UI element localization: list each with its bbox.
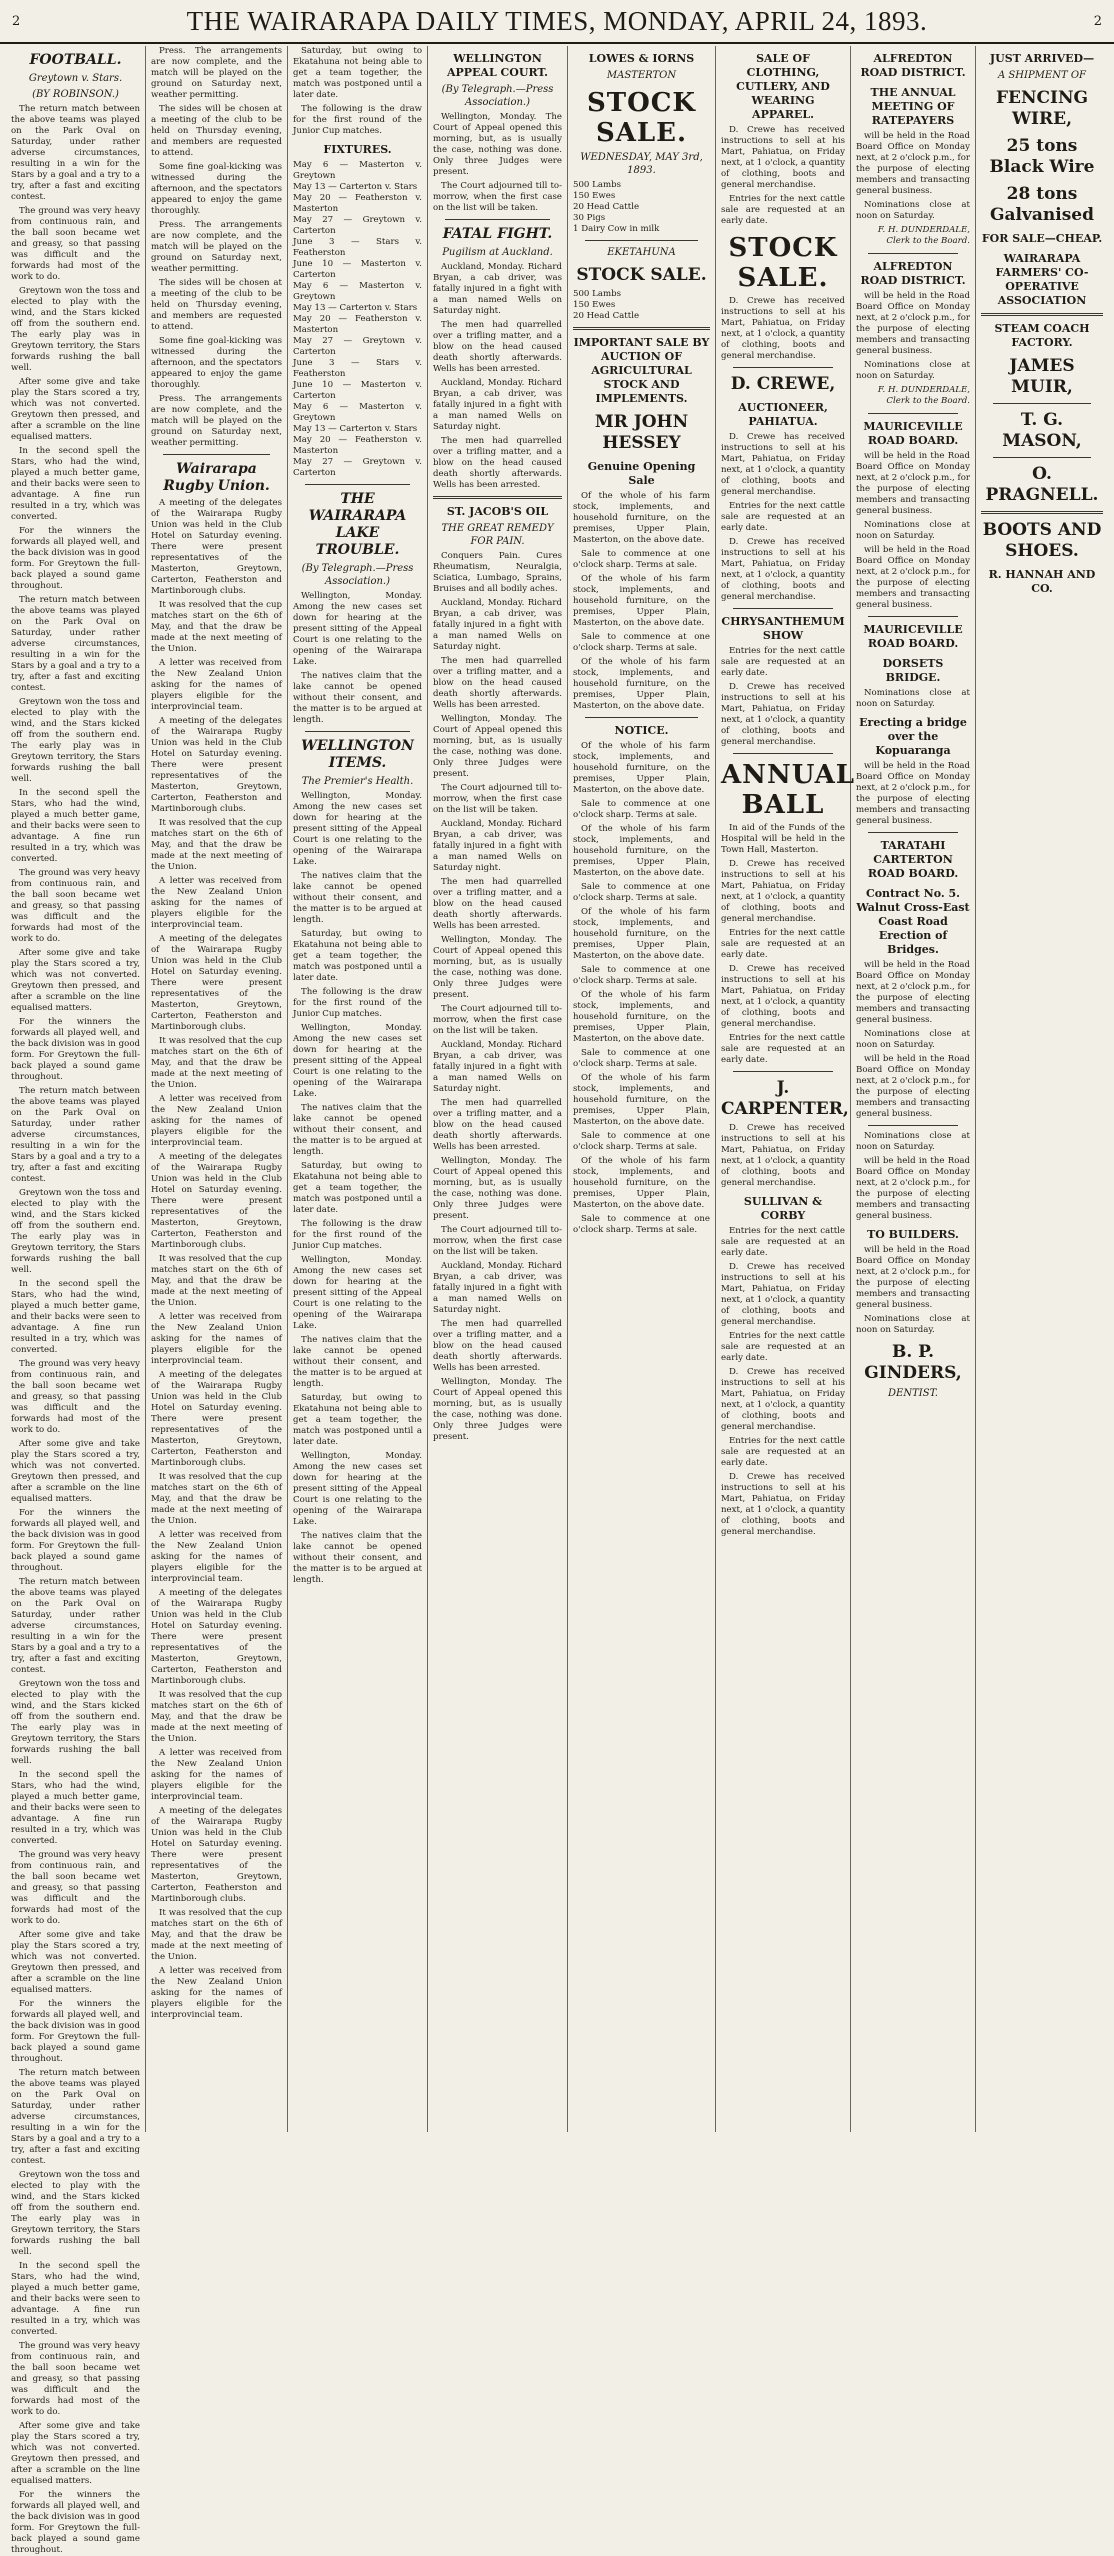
article-paragraph: Press. The arrangements are now complete, and the match will be played on the ground on Saturday next, weather permitting.: [151, 394, 282, 448]
column-2: [146, 46, 288, 2132]
article-paragraph: The return match between the above teams was played on the Park Oval on Saturday, under rather adverse circumstances, resulting in a win for the Stars by a goal and a try to a try, after a fast and exciting contest.: [11, 104, 140, 202]
appeal-byline: (By Telegraph.—Press Association.): [441, 84, 554, 108]
stock-sale-heading: STOCK SALE.: [586, 88, 697, 148]
divider: [993, 457, 1091, 458]
article-paragraph: The return match between the above teams was played on the Park Oval on Saturday, under rather adverse circumstances, resulting in a win for the Stars by a goal and a try to a try, after a fast and exciting contest.: [11, 1086, 140, 1184]
article-paragraph: Auckland, Monday. Richard Bryan, a cab driver, was fatally injured in a fight with a man named Wells on Saturday night.: [433, 1261, 562, 1315]
article-paragraph: The sides will be chosen at a meeting of the club to be held on Thursday evening, and members are requested to attend.: [151, 104, 282, 158]
article-paragraph: Nominations close at noon on Saturday.: [856, 520, 970, 541]
article-paragraph: will be held in the Road Board Office on Monday next, at 2 o'clock p.m., for the purpose of electing members and transacting general business.: [856, 545, 970, 610]
shipment-subheading: A SHIPMENT OF: [998, 70, 1086, 81]
clearing-sale-heading: Genuine Opening Sale: [587, 460, 696, 487]
kopuaranga-bridge-heading: Erecting a bridge over the Kopuaranga: [859, 716, 967, 757]
article-paragraph: Wellington, Monday. The Court of Appeal opened this morning, but, as is usually the case, nothing was done. Only three Judges were present.: [433, 1156, 562, 1221]
divider: [733, 608, 833, 609]
divider: [868, 253, 958, 254]
article-paragraph: Nominations close at noon on Saturday.: [856, 360, 970, 381]
article-paragraph: Auckland, Monday. Richard Bryan, a cab driver, was fatally injured in a fight with a man named Wells on Saturday night.: [433, 262, 562, 316]
article-paragraph: It was resolved that the cup matches start on the 6th of May, and that the draw be made at the next meeting of the Union.: [151, 1908, 282, 1962]
divider: [305, 731, 410, 732]
article-paragraph: After some give and take play the Stars scored a try, which was not converted. Greytown then pressed, and after a scramble on the line equalised matters.: [11, 948, 140, 1013]
column-8: [976, 46, 1108, 2132]
article-paragraph: Saturday, but owing to Ekatahuna not being able to get a team together, the match was postponed until a later date.: [293, 1161, 422, 1215]
article-paragraph: Of the whole of his farm stock, implements, and household furniture, on the premises, Upper Plain, Masterton, on the above date.: [573, 907, 710, 961]
article-paragraph: Auckland, Monday. Richard Bryan, a cab driver, was fatally injured in a fight with a man named Wells on Saturday night.: [433, 819, 562, 873]
page-number-right: 2: [1093, 14, 1102, 29]
article-paragraph: will be held in the Road Board Office on Monday next, at 2 o'clock p.m., for the purpose of electing members and transacting general business.: [856, 960, 970, 1025]
article-paragraph: In the second spell the Stars, who had the wind, played a much better game, and their backs were seen to advantage. A fine run resulted in a try, which was converted.: [11, 446, 140, 522]
article-paragraph: Saturday, but owing to Ekatahuna not being able to get a team together, the match was postponed until a later date.: [293, 46, 422, 100]
article-paragraph: Auckland, Monday. Richard Bryan, a cab driver, was fatally injured in a fight with a man named Wells on Saturday night.: [433, 378, 562, 432]
article-paragraph: The ground was very heavy from continuous rain, and the ball soon became wet and greasy, so that passing was difficult and the forwards had most of the work to do.: [11, 2341, 140, 2417]
fixture-line: May 20 — Featherston v. Masterton: [293, 314, 422, 335]
clerk-signature: F. H. DUNDERDALE, Clerk to the Board.: [877, 385, 970, 406]
article-paragraph: Some fine goal-kicking was witnessed during the afternoon, and the spectators appeared to enjoy the game thoroughly.: [151, 336, 282, 390]
article-paragraph: D. Crewe has received instructions to sell at his Mart, Pahiatua, on Friday next, at 1 o'clock, a quantity of clothing, boots and general merchandise.: [721, 296, 845, 361]
wellington-items-heading: WELLINGTON ITEMS.: [301, 738, 414, 771]
article-paragraph: Press. The arrangements are now complete, and the match will be played on the ground on Saturday next, weather permitting.: [151, 46, 282, 100]
article-paragraph: A meeting of the delegates of the Wairarapa Rugby Union was held in the Club Hotel on Saturday evening. There were present representatives of the Masterton, Greytown, Carterton, Featherston and Martinborough clubs.: [151, 1370, 282, 1468]
article-paragraph: Sale to commence at one o'clock sharp. Terms at sale.: [573, 1131, 710, 1152]
fixture-line: June 10 — Masterton v. Carterton: [293, 380, 422, 401]
article-paragraph: The natives claim that the lake cannot be opened without their consent, and the matter is to be argued at length.: [293, 671, 422, 725]
article-paragraph: D. Crewe has received instructions to sell at his Mart, Pahiatua, on Friday next, at 1 o'clock, a quantity of clothing, boots and general merchandise.: [721, 859, 845, 924]
article-paragraph: Of the whole of his farm stock, implements, and household furniture, on the premises, Upper Plain, Masterton, on the above date.: [573, 657, 710, 711]
page-number-left: 2: [12, 14, 21, 29]
article-paragraph: The men had quarrelled over a trifling matter, and a blow on the head caused death shortly afterwards. Wells has been arrested.: [433, 436, 562, 490]
boots-shoes-heading: BOOTS AND SHOES.: [982, 520, 1102, 561]
article-paragraph: In the second spell the Stars, who had the wind, played a much better game, and their backs were seen to advantage. A fine run resulted in a try, which was converted.: [11, 2261, 140, 2337]
article-paragraph: Entries for the next cattle sale are requested at an early date.: [721, 1331, 845, 1363]
article-paragraph: D. Crewe has received instructions to sell at his Mart, Pahiatua, on Friday next, at 1 o'clock, a quantity of clothing, boots and general merchandise.: [721, 682, 845, 747]
lake-trouble-heading: THE WAIRARAPA LAKE TROUBLE.: [308, 491, 407, 558]
alfredton-heading: ALFREDTON ROAD DISTRICT.: [860, 52, 966, 79]
article-paragraph: It was resolved that the cup matches start on the 6th of May, and that the draw be made at the next meeting of the Union.: [151, 600, 282, 654]
contract-heading: Contract No. 5. Walnut Cross-East Coast Road Erection of Bridges.: [856, 887, 970, 956]
divider: [981, 313, 1103, 316]
article-paragraph: A letter was received from the New Zealand Union asking for the names of players eligible for the interprovincial team.: [151, 1966, 282, 2020]
article-paragraph: Of the whole of his farm stock, implements, and household furniture, on the premises, Upper Plain, Masterton, on the above date.: [573, 741, 710, 795]
article-paragraph: will be held in the Road Board Office on Monday next, at 2 o'clock p.m., for the purpose of electing members and transacting general business.: [856, 761, 970, 826]
article-paragraph: It was resolved that the cup matches start on the 6th of May, and that the draw be made at the next meeting of the Union.: [151, 1036, 282, 1090]
dentist-subheading: DENTIST.: [888, 1388, 938, 1399]
mauriceville-heading: MAURICEVILLE ROAD BOARD.: [863, 420, 963, 447]
article-paragraph: The following is the draw for the first round of the Junior Cup matches.: [293, 1219, 422, 1251]
article-paragraph: D. Crewe has received instructions to sell at his Mart, Pahiatua, on Friday next, at 1 o'clock, a quantity of clothing, boots and general merchandise.: [721, 537, 845, 602]
article-paragraph: A meeting of the delegates of the Wairarapa Rugby Union was held in the Club Hotel on Saturday evening. There were present representatives of the Masterton, Greytown, Carterton, Featherston and Martinborough clubs.: [151, 716, 282, 814]
article-paragraph: Of the whole of his farm stock, implements, and household furniture, on the premises, Upper Plain, Masterton, on the above date.: [573, 1073, 710, 1127]
article-paragraph: Of the whole of his farm stock, implements, and household furniture, on the premises, Upper Plain, Masterton, on the above date.: [573, 1156, 710, 1210]
premier-health-subheading: The Premier's Health.: [301, 776, 414, 787]
hannah-heading: R. HANNAH AND CO.: [988, 568, 1096, 595]
divider: [733, 753, 833, 754]
article-paragraph: Saturday, but owing to Ekatahuna not being able to get a team together, the match was postponed until a later date.: [293, 929, 422, 983]
article-paragraph: For the winners the forwards all played well, and the back division was in good form. For Greytown the full-back played a sound game throughout.: [11, 2490, 140, 2555]
article-paragraph: The Court adjourned till to-morrow, when the first case on the list will be taken.: [433, 1004, 562, 1036]
farmers-cooperative-heading: WAIRARAPA FARMERS' CO-OPERATIVE ASSOCIATION: [995, 252, 1089, 307]
article-paragraph: The natives claim that the lake cannot be opened without their consent, and the matter is to be argued at length.: [293, 871, 422, 925]
notice-heading: NOTICE.: [614, 724, 669, 737]
article-paragraph: Sale to commence at one o'clock sharp. Terms at sale.: [573, 632, 710, 653]
sale-item: 150 Ewes: [573, 191, 616, 201]
divider: [993, 403, 1091, 404]
article-paragraph: D. Crewe has received instructions to sell at his Mart, Pahiatua, on Friday next, at 1 o'clock, a quantity of clothing, boots and general merchandise.: [721, 125, 845, 190]
chrysanthemum-show-heading: CHRYSANTHEMUM SHOW: [721, 615, 845, 642]
sale-item: 30 Pigs: [573, 213, 606, 223]
article-paragraph: Wellington, Monday. The Court of Appeal opened this morning, but, as is usually the case, nothing was done. Only three Judges were present.: [433, 714, 562, 779]
article-paragraph: Greytown won the toss and elected to play with the wind, and the Stars kicked off from the southern end. The early play was in Greytown territory, the Stars forwards rushing the ball well.: [11, 2170, 140, 2257]
stock-sale-heading-3: STOCK SALE.: [728, 233, 838, 293]
article-paragraph: Wellington, Monday. Among the new cases set down for hearing at the present sitting of the Appeal Court is one relating to the opening of the Wairarapa Lake.: [293, 591, 422, 667]
article-paragraph: A meeting of the delegates of the Wairarapa Rugby Union was held in the Club Hotel on Saturday evening. There were present representatives of the Masterton, Greytown, Carterton, Featherston and Martinborough clubs.: [151, 498, 282, 596]
newspaper-columns: [6, 46, 1108, 2555]
article-paragraph: will be held in the Road Board Office on Monday next, at 2 o'clock p.m., for the purpose of electing members and transacting general business.: [856, 1054, 970, 1119]
article-paragraph: D. Crewe has received instructions to sell at his Mart, Pahiatua, on Friday next, at 1 o'clock, a quantity of clothing, boots and general merchandise.: [721, 964, 845, 1029]
article-paragraph: The men had quarrelled over a trifling matter, and a blow on the head caused death shortly afterwards. Wells has been arrested.: [433, 877, 562, 931]
article-paragraph: The return match between the above teams was played on the Park Oval on Saturday, under rather adverse circumstances, resulting in a win for the Stars by a goal and a try to a try, after a fast and exciting contest.: [11, 1577, 140, 1675]
tg-mason-heading: T. G. MASON,: [1002, 410, 1082, 451]
article-paragraph: Wellington, Monday. The Court of Appeal opened this morning, but, as is usually the case, nothing was done. Only three Judges were present.: [433, 112, 562, 177]
article-paragraph: The following is the draw for the first round of the Junior Cup matches.: [293, 987, 422, 1019]
article-paragraph: Nominations close at noon on Saturday.: [856, 1314, 970, 1335]
d-crewe-heading: D. CREWE,: [730, 374, 836, 394]
divider: [981, 511, 1103, 514]
article-paragraph: A meeting of the delegates of the Wairarapa Rugby Union was held in the Club Hotel on Saturday evening. There were present representatives of the Masterton, Greytown, Carterton, Featherston and Martinborough clubs.: [151, 1588, 282, 1686]
fixture-line: June 3 — Stars v. Featherston: [293, 358, 422, 379]
fixture-line: May 27 — Greytown v. Carterton: [293, 457, 422, 478]
j-carpenter-heading: J. CARPENTER,: [721, 1078, 849, 1119]
alfredton-heading: ALFREDTON ROAD DISTRICT.: [860, 260, 966, 287]
article-paragraph: A letter was received from the New Zealand Union asking for the names of players eligible for the interprovincial team.: [151, 876, 282, 930]
article-paragraph: In the second spell the Stars, who had the wind, played a much better game, and their backs were seen to advantage. A fine run resulted in a try, which was converted.: [11, 788, 140, 864]
article-paragraph: The sides will be chosen at a meeting of the club to be held on Thursday evening, and members are requested to attend.: [151, 278, 282, 332]
fixture-line: May 27 — Greytown v. Carterton: [293, 336, 422, 357]
article-paragraph: After some give and take play the Stars scored a try, which was not converted. Greytown then pressed, and after a scramble on the line equalised matters.: [11, 1439, 140, 1504]
annual-meeting-heading: THE ANNUAL MEETING OF RATEPAYERS: [870, 86, 956, 127]
column-4: [428, 46, 568, 2132]
article-paragraph: will be held in the Road Board Office on Monday next, at 2 o'clock p.m., for the purpose of electing members and transacting general business.: [856, 1245, 970, 1310]
divider: [868, 832, 958, 833]
article-paragraph: It was resolved that the cup matches start on the 6th of May, and that the draw be made at the next meeting of the Union.: [151, 1254, 282, 1308]
football-subheading: Greytown v. Stars.: [28, 73, 123, 84]
article-paragraph: After some give and take play the Stars scored a try, which was not converted. Greytown then pressed, and after a scramble on the line equalised matters.: [11, 1930, 140, 1995]
st-jacobs-oil-subheading: THE GREAT REMEDY FOR PAIN.: [441, 523, 554, 547]
article-paragraph: Sale to commence at one o'clock sharp. Terms at sale.: [573, 549, 710, 570]
article-paragraph: D. Crewe has received instructions to sell at his Mart, Pahiatua, on Friday next, at 1 o'clock, a quantity of clothing, boots and general merchandise.: [721, 1123, 845, 1188]
article-paragraph: It was resolved that the cup matches start on the 6th of May, and that the draw be made at the next meeting of the Union.: [151, 818, 282, 872]
article-paragraph: will be held in the Road Board Office on Monday next, at 2 o'clock p.m., for the purpose of electing members and transacting general business.: [856, 451, 970, 516]
article-paragraph: In the second spell the Stars, who had the wind, played a much better game, and their backs were seen to advantage. A fine run resulted in a try, which was converted.: [11, 1770, 140, 1846]
article-paragraph: The natives claim that the lake cannot be opened without their consent, and the matter is to be argued at length.: [293, 1531, 422, 1585]
article-paragraph: For the winners the forwards all played well, and the back division was in good form. For Greytown the full-back played a sound game throughout.: [11, 1508, 140, 1573]
divider: [305, 484, 410, 485]
article-paragraph: A letter was received from the New Zealand Union asking for the names of players eligible for the interprovincial team.: [151, 1530, 282, 1584]
article-paragraph: A letter was received from the New Zealand Union asking for the names of players eligible for the interprovincial team.: [151, 1094, 282, 1148]
ball-text: In aid of the Funds of the Hospital will be held in the Town Hall, Masterton.: [721, 823, 845, 855]
article-paragraph: Greytown won the toss and elected to play with the wind, and the Stars kicked off from the southern end. The early play was in Greytown territory, the Stars forwards rushing the ball well.: [11, 1188, 140, 1275]
column-6: [716, 46, 856, 2132]
article-paragraph: The natives claim that the lake cannot be opened without their consent, and the matter is to be argued at length.: [293, 1103, 422, 1157]
article-paragraph: A letter was received from the New Zealand Union asking for the names of players eligible for the interprovincial team.: [151, 1748, 282, 1802]
article-paragraph: Wellington, Monday. The Court of Appeal opened this morning, but, as is usually the case, nothing was done. Only three Judges were present.: [433, 935, 562, 1000]
article-paragraph: Auckland, Monday. Richard Bryan, a cab driver, was fatally injured in a fight with a man named Wells on Saturday night.: [433, 1040, 562, 1094]
article-paragraph: In the second spell the Stars, who had the wind, played a much better game, and their backs were seen to advantage. A fine run resulted in a try, which was converted.: [11, 1279, 140, 1355]
article-paragraph: A meeting of the delegates of the Wairarapa Rugby Union was held in the Club Hotel on Saturday evening. There were present representatives of the Masterton, Greytown, Carterton, Featherston and Martinborough clubs.: [151, 1152, 282, 1250]
divider: [433, 496, 562, 499]
article-paragraph: Sale to commence at one o'clock sharp. Terms at sale.: [573, 882, 710, 903]
fixture-line: May 13 — Carterton v. Stars: [293, 182, 418, 192]
article-paragraph: will be held in the Road Board Office on Monday next, at 2 o'clock p.m., for the purpose of electing members and transacting general business.: [856, 291, 970, 356]
article-paragraph: The ground was very heavy from continuous rain, and the ball soon became wet and greasy, so that passing was difficult and the forwards had most of the work to do.: [11, 1359, 140, 1435]
article-paragraph: The men had quarrelled over a trifling matter, and a blow on the head caused death shortly afterwards. Wells has been arrested.: [433, 1319, 562, 1373]
divider: [585, 717, 698, 718]
article-paragraph: Wellington, Monday. Among the new cases set down for hearing at the present sitting of the Appeal Court is one relating to the opening of the Wairarapa Lake.: [293, 1255, 422, 1331]
article-paragraph: will be held in the Road Board Office on Monday next, at 2 o'clock p.m., for the purpose of electing members and transacting general business.: [856, 131, 970, 196]
article-paragraph: The natives claim that the lake cannot be opened without their consent, and the matter is to be argued at length.: [293, 1335, 422, 1389]
article-paragraph: For the winners the forwards all played well, and the back division was in good form. For Greytown the full-back played a sound game throughout.: [11, 1017, 140, 1082]
article-paragraph: The Court adjourned till to-morrow, when the first case on the list will be taken.: [433, 783, 562, 815]
column-1: [6, 46, 146, 2555]
article-paragraph: Some fine goal-kicking was witnessed during the afternoon, and the spectators appeared to enjoy the game thoroughly.: [151, 162, 282, 216]
article-paragraph: Sale to commence at one o'clock sharp. Terms at sale.: [573, 1214, 710, 1235]
galvanised-wire-heading: 28 tons Galvanised: [990, 184, 1094, 225]
rugby-union-heading: Wairarapa Rugby Union.: [163, 461, 270, 494]
james-muir-heading: JAMES MUIR,: [1009, 356, 1075, 397]
sullivan-corby-heading: SULLIVAN & CORBY: [743, 1195, 823, 1222]
article-paragraph: The ground was very heavy from continuous rain, and the ball soon became wet and greasy, so that passing was difficult and the forwards had most of the work to do.: [11, 206, 140, 282]
article-paragraph: Of the whole of his farm stock, implements, and household furniture, on the premises, Upper Plain, Masterton, on the above date.: [573, 491, 710, 545]
divider: [868, 1125, 958, 1126]
just-arrived-heading: JUST ARRIVED—: [989, 52, 1095, 65]
divider: [868, 616, 958, 617]
article-paragraph: Entries for the next cattle sale are requested at an early date.: [721, 1033, 845, 1065]
article-paragraph: will be held in the Road Board Office on Monday next, at 2 o'clock p.m., for the purpose of electing members and transacting general business.: [856, 1156, 970, 1221]
fixtures-heading: FIXTURES.: [323, 143, 392, 156]
article-paragraph: Of the whole of his farm stock, implements, and household furniture, on the premises, Upper Plain, Masterton, on the above date.: [573, 824, 710, 878]
sale-date: WEDNESDAY, MAY 3rd, 1893.: [580, 152, 703, 176]
article-paragraph: Wellington, Monday. Among the new cases set down for hearing at the present sitting of the Appeal Court is one relating to the opening of the Wairarapa Lake.: [293, 791, 422, 867]
steam-coach-heading: STEAM COACH FACTORY.: [994, 322, 1090, 349]
divider: [585, 240, 698, 241]
lake-byline: (By Telegraph.—Press Association.): [301, 563, 414, 587]
black-wire-heading: 25 tons Black Wire: [989, 136, 1095, 177]
pragnell-heading: O. PRAGNELL.: [985, 464, 1099, 505]
eketahuna-subheading: EKETAHUNA: [607, 247, 676, 258]
sale-item: 500 Lambs: [573, 289, 622, 299]
football-byline: (BY ROBINSON.): [32, 89, 119, 100]
article-paragraph: Greytown won the toss and elected to play with the wind, and the Stars kicked off from the southern end. The early play was in Greytown territory, the Stars forwards rushing the ball well.: [11, 286, 140, 373]
article-paragraph: Nominations close at noon on Saturday.: [856, 1131, 970, 1152]
auctioneer-pahiatua-heading: AUCTIONEER, PAHIATUA.: [738, 401, 828, 428]
column-5: [568, 46, 716, 2132]
fixture-line: May 6 — Masterton v. Greytown: [293, 281, 422, 302]
article-paragraph: Nominations close at noon on Saturday.: [856, 200, 970, 221]
article-paragraph: Of the whole of his farm stock, implements, and household furniture, on the premises, Upper Plain, Masterton, on the above date.: [573, 574, 710, 628]
article-paragraph: Of the whole of his farm stock, implements, and household furniture, on the premises, Upper Plain, Masterton, on the above date.: [573, 990, 710, 1044]
appeal-court-heading: WELLINGTON APPEAL COURT.: [446, 52, 549, 79]
fixture-line: May 20 — Featherston v. Masterton: [293, 193, 422, 214]
football-heading: FOOTBALL.: [29, 52, 122, 68]
article-paragraph: Sale to commence at one o'clock sharp. Terms at sale.: [573, 965, 710, 986]
article-paragraph: Entries for the next cattle sale are requested at an early date.: [721, 646, 845, 678]
sale-item: 500 Lambs: [573, 180, 622, 190]
article-paragraph: Wellington, Monday. Among the new cases set down for hearing at the present sitting of the Appeal Court is one relating to the opening of the Wairarapa Lake.: [293, 1451, 422, 1527]
fixture-line: May 13 — Carterton v. Stars: [293, 303, 418, 313]
important-sale-heading: IMPORTANT SALE BY AUCTION OF AGRICULTURAL STOCK AND IMPLEMENTS.: [573, 336, 710, 405]
article-paragraph: D. Crewe has received instructions to sell at his Mart, Pahiatua, on Friday next, at 1 o'clock, a quantity of clothing, boots and general merchandise.: [721, 1367, 845, 1432]
fixture-line: May 20 — Featherston v. Masterton: [293, 435, 422, 456]
column-7: [851, 46, 976, 2132]
article-paragraph: After some give and take play the Stars scored a try, which was not converted. Greytown then pressed, and after a scramble on the line equalised matters.: [11, 2421, 140, 2486]
article-paragraph: Greytown won the toss and elected to play with the wind, and the Stars kicked off from the southern end. The early play was in Greytown territory, the Stars forwards rushing the ball well.: [11, 1679, 140, 1766]
divider: [733, 367, 833, 368]
fixture-line: May 27 — Greytown v. Carterton: [293, 215, 422, 236]
article-paragraph: The return match between the above teams was played on the Park Oval on Saturday, under rather adverse circumstances, resulting in a win for the Stars by a goal and a try to a try, after a fast and exciting contest.: [11, 2068, 140, 2166]
divider: [868, 413, 958, 414]
article-paragraph: Wellington, Monday. Among the new cases set down for hearing at the present sitting of the Appeal Court is one relating to the opening of the Wairarapa Lake.: [293, 1023, 422, 1099]
article-paragraph: Sale to commence at one o'clock sharp. Terms at sale.: [573, 799, 710, 820]
article-paragraph: Press. The arrangements are now complete, and the match will be played on the ground on Saturday next, weather permitting.: [151, 220, 282, 274]
article-paragraph: After some give and take play the Stars scored a try, which was not converted. Greytown then pressed, and after a scramble on the line equalised matters.: [11, 377, 140, 442]
article-paragraph: It was resolved that the cup matches start on the 6th of May, and that the draw be made at the next meeting of the Union.: [151, 1472, 282, 1526]
article-paragraph: Entries for the next cattle sale are requested at an early date.: [721, 194, 845, 226]
annual-ball-heading: ANNUAL BALL: [721, 760, 856, 820]
article-paragraph: Entries for the next cattle sale are requested at an early date.: [721, 928, 845, 960]
article-paragraph: Entries for the next cattle sale are requested at an early date.: [721, 1226, 845, 1258]
to-builders-heading: TO BUILDERS.: [867, 1228, 959, 1241]
article-paragraph: The return match between the above teams was played on the Park Oval on Saturday, under rather adverse circumstances, resulting in a win for the Stars by a goal and a try to a try, after a fast and exciting contest.: [11, 595, 140, 693]
advert-text: Conquers Pain. Cures Rheumatism, Neuralgia, Sciatica, Lumbago, Sprains, Bruises and all bodily aches.: [433, 551, 562, 594]
article-paragraph: Entries for the next cattle sale are requested at an early date.: [721, 1436, 845, 1468]
sale-item: 20 Head Cattle: [573, 311, 640, 321]
lowes-iorns-heading: LOWES & IORNS: [588, 52, 695, 65]
divider: [733, 1071, 833, 1072]
article-paragraph: The Court adjourned till to-morrow, when the first case on the list will be taken.: [433, 181, 562, 213]
divider: [163, 454, 270, 455]
article-paragraph: Nominations close at noon on Saturday.: [856, 688, 970, 709]
for-sale-heading: FOR SALE—CHEAP.: [981, 232, 1103, 245]
article-paragraph: Auckland, Monday. Richard Bryan, a cab driver, was fatally injured in a fight with a man named Wells on Saturday night.: [433, 598, 562, 652]
st-jacobs-oil-heading: ST. JACOB'S OIL: [446, 505, 549, 518]
divider: [573, 327, 710, 330]
clerk-signature: F. H. DUNDERDALE, Clerk to the Board.: [877, 225, 970, 246]
column-3: [288, 46, 428, 2132]
newspaper-title: THE WAIRARAPA DAILY TIMES, MONDAY, APRIL 24, 1893.: [186, 6, 928, 36]
sale-item: 20 Head Cattle: [573, 202, 640, 212]
taratahi-heading: TARATAHI CARTERTON ROAD BOARD.: [867, 839, 959, 880]
article-paragraph: For the winners the forwards all played well, and the back division was in good form. For Greytown the full-back played a sound game throughout.: [11, 526, 140, 591]
article-paragraph: The ground was very heavy from continuous rain, and the ball soon became wet and greasy, so that passing was difficult and the forwards had most of the work to do.: [11, 868, 140, 944]
fixture-line: May 6 — Masterton v. Greytown: [293, 402, 422, 423]
dorsets-bridge-heading: DORSETS BRIDGE.: [882, 657, 944, 684]
mauriceville-heading: MAURICEVILLE ROAD BOARD.: [863, 623, 963, 650]
article-paragraph: D. Crewe has received instructions to sell at his Mart, Pahiatua, on Friday next, at 1 o'clock, a quantity of clothing, boots and general merchandise.: [721, 432, 845, 497]
article-paragraph: A meeting of the delegates of the Wairarapa Rugby Union was held in the Club Hotel on Saturday evening. There were present representatives of the Masterton, Greytown, Carterton, Featherston and Martinborough clubs.: [151, 1806, 282, 1904]
fixture-line: May 6 — Masterton v. Greytown: [293, 160, 422, 181]
john-hessey-heading: MR JOHN HESSEY: [594, 412, 689, 453]
article-paragraph: The Court adjourned till to-morrow, when the first case on the list will be taken.: [433, 1225, 562, 1257]
article-paragraph: A meeting of the delegates of the Wairarapa Rugby Union was held in the Club Hotel on Saturday evening. There were present representatives of the Masterton, Greytown, Carterton, Featherston and Martinborough clubs.: [151, 934, 282, 1032]
article-paragraph: A letter was received from the New Zealand Union asking for the names of players eligible for the interprovincial team.: [151, 1312, 282, 1366]
sale-item: 150 Ewes: [573, 300, 616, 310]
masthead: [0, 0, 1114, 44]
stock-sale-heading-2: STOCK SALE.: [576, 265, 707, 285]
article-paragraph: Wellington, Monday. The Court of Appeal opened this morning, but, as is usually the case, nothing was done. Only three Judges were present.: [433, 1377, 562, 1442]
article-paragraph: It was resolved that the cup matches start on the 6th of May, and that the draw be made at the next meeting of the Union.: [151, 1690, 282, 1744]
clothing-sale-heading: SALE OF CLOTHING, CUTLERY, AND WEARING APPAREL.: [736, 52, 830, 121]
fixture-line: June 3 — Stars v. Featherston: [293, 237, 422, 258]
article-paragraph: Greytown won the toss and elected to play with the wind, and the Stars kicked off from the southern end. The early play was in Greytown territory, the Stars forwards rushing the ball well.: [11, 697, 140, 784]
sale-item: 1 Dairy Cow in milk: [573, 224, 660, 234]
article-paragraph: The men had quarrelled over a trifling matter, and a blow on the head caused death shortly afterwards. Wells has been arrested.: [433, 320, 562, 374]
fixture-line: June 10 — Masterton v. Carterton: [293, 259, 422, 280]
article-paragraph: D. Crewe has received instructions to sell at his Mart, Pahiatua, on Friday next, at 1 o'clock, a quantity of clothing, boots and general merchandise.: [721, 1262, 845, 1327]
article-paragraph: Nominations close at noon on Saturday.: [856, 1029, 970, 1050]
article-paragraph: Entries for the next cattle sale are requested at an early date.: [721, 501, 845, 533]
article-paragraph: Sale to commence at one o'clock sharp. Terms at sale.: [573, 1048, 710, 1069]
article-paragraph: The ground was very heavy from continuous rain, and the ball soon became wet and greasy, so that passing was difficult and the forwards had most of the work to do.: [11, 1850, 140, 1926]
article-paragraph: For the winners the forwards all played well, and the back division was in good form. For Greytown the full-back played a sound game throughout.: [11, 1999, 140, 2064]
pugilism-subheading: Pugilism at Auckland.: [442, 247, 553, 258]
article-paragraph: Saturday, but owing to Ekatahuna not being able to get a team together, the match was postponed until a later date.: [293, 1393, 422, 1447]
article-paragraph: The men had quarrelled over a trifling matter, and a blow on the head caused death shortly afterwards. Wells has been arrested.: [433, 656, 562, 710]
masterton-subheading: MASTERTON: [606, 70, 677, 81]
fatal-fight-heading: FATAL FIGHT.: [442, 226, 553, 242]
article-paragraph: D. Crewe has received instructions to sell at his Mart, Pahiatua, on Friday next, at 1 o'clock, a quantity of clothing, boots and general merchandise.: [721, 1472, 845, 1537]
article-paragraph: A letter was received from the New Zealand Union asking for the names of players eligible for the interprovincial team.: [151, 658, 282, 712]
fixture-line: May 13 — Carterton v. Stars: [293, 424, 418, 434]
ginders-heading: B. P. GINDERS,: [864, 1342, 962, 1383]
article-paragraph: The men had quarrelled over a trifling matter, and a blow on the head caused death shortly afterwards. Wells has been arrested.: [433, 1098, 562, 1152]
fencing-wire-heading: FENCING WIRE,: [995, 88, 1089, 129]
article-paragraph: The following is the draw for the first round of the Junior Cup matches.: [293, 104, 422, 136]
divider: [445, 219, 550, 220]
